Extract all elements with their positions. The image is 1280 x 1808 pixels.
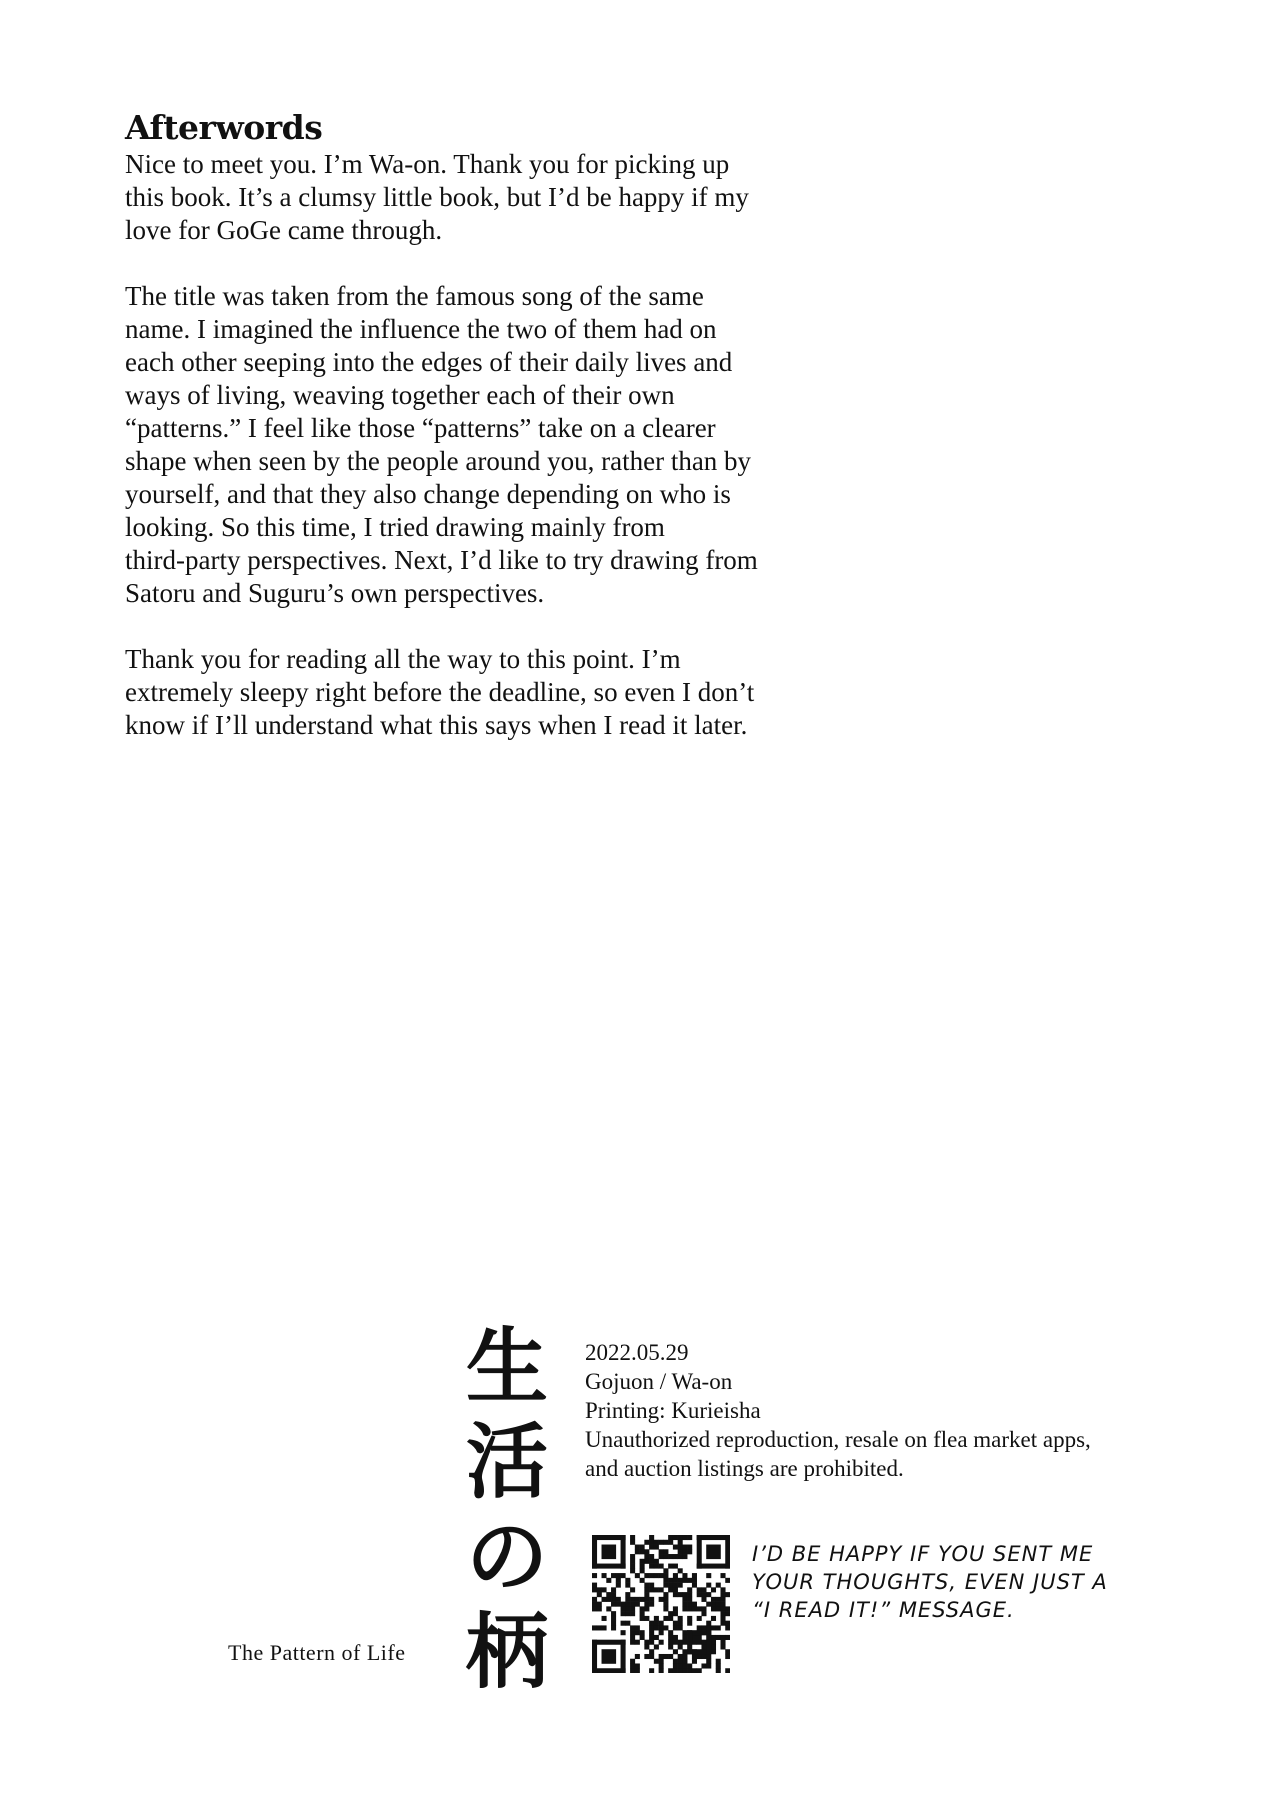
authors: Gojuon / Wa-on [585, 1369, 733, 1394]
feedback-message: I’D BE HAPPY IF YOU SENT ME YOUR THOUGHTS, EVEN JUST A “I READ IT!” MESSAGE. [752, 1542, 1108, 1622]
english-title: The Pattern of Life [228, 1640, 406, 1665]
copyright-notice: Unauthorized reproduction, resale on flea market apps, and auction listings are prohibited. [585, 1427, 1091, 1481]
japanese-title [452, 1320, 562, 1700]
afterwords-heading: Afterwords [125, 108, 323, 147]
title-char-1: 生 [465, 1320, 548, 1415]
title-char-2: 活 [465, 1415, 548, 1510]
publication-date: 2022.05.29 [585, 1340, 689, 1365]
title-char-3: の [465, 1510, 548, 1605]
afterwords-section [125, 108, 865, 775]
afterwords-paragraph-2: The title was taken from the famous song of the same name. I imagined the influence the two of them had on each other seeping into the edges of their daily lives and ways of living, weaving together each of their own “patterns.” I feel like those “patterns” take on a clearer shape when seen by the people around you, rather than by yourself, and that they also change depending on who is looking. So this time, I tried drawing mainly from third-party perspectives. Next, I’d like to try drawing from Satoru and Suguru’s own perspectives. [125, 281, 758, 608]
title-char-4: 柄 [465, 1605, 548, 1700]
afterwords-paragraph-3: Thank you for reading all the way to this point. I’m extremely sleepy right before the deadline, so even I don’t know if I’ll understand what this says when I read it later. [125, 644, 755, 740]
colophon [585, 1338, 1205, 1483]
qr-code-icon [592, 1535, 730, 1673]
printing-info: Printing: Kurieisha [585, 1398, 761, 1423]
afterwords-paragraph-1: Nice to meet you. I’m Wa-on. Thank you for picking up this book. It’s a clumsy little book, but I’d be happy if my love for GoGe came through. [125, 149, 749, 245]
